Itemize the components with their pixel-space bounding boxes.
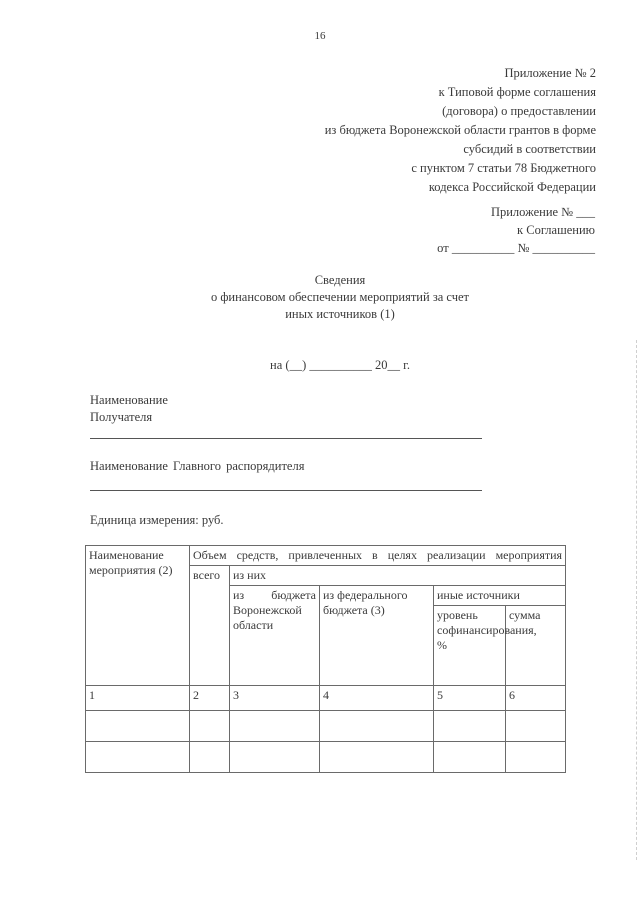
report-date-line: на (__) __________ 20__ г. xyxy=(270,358,410,372)
recipient-label xyxy=(90,392,290,426)
header-of-which: из них xyxy=(230,566,566,586)
column-numbers-row xyxy=(86,686,566,711)
table-cell[interactable] xyxy=(434,711,506,742)
column-number: 6 xyxy=(506,686,566,711)
annex-header xyxy=(295,203,595,257)
table-cell[interactable] xyxy=(86,742,190,773)
table-cell[interactable] xyxy=(506,711,566,742)
page-number: 16 xyxy=(314,30,326,42)
title-line: о финансовом обеспечении мероприятий за счет xyxy=(210,290,470,304)
recipient-label-line: Наименование xyxy=(90,393,168,407)
title-line: Сведения xyxy=(314,273,366,287)
document-title xyxy=(80,272,600,323)
table-cell[interactable] xyxy=(320,711,434,742)
table-cell[interactable] xyxy=(190,711,230,742)
annex-line: к Соглашению xyxy=(517,223,595,237)
appendix-line: (договора) о предоставлении xyxy=(442,104,596,118)
table-cell[interactable] xyxy=(190,742,230,773)
header-funds-volume: Объем средств, привлеченных в целях реализации мероприятия xyxy=(190,546,566,566)
annex-line: Приложение № ___ xyxy=(490,205,595,219)
column-number: 5 xyxy=(434,686,506,711)
table-cell[interactable] xyxy=(320,742,434,773)
appendix-line: Приложение № 2 xyxy=(504,66,596,80)
recipient-fill-line xyxy=(90,438,482,439)
unit-of-measure: Единица измерения: руб. xyxy=(90,513,224,527)
header-federal-budget: из федерального бюджета (3) xyxy=(320,586,434,686)
scan-edge-mark xyxy=(636,340,638,860)
header-other-sources: иные источники xyxy=(434,586,566,606)
column-number: 1 xyxy=(86,686,190,711)
table-header-row xyxy=(86,546,566,566)
header-event-name: Наименование мероприятия (2) xyxy=(86,546,190,686)
appendix-line: субсидий в соответствии xyxy=(463,142,596,156)
table-cell[interactable] xyxy=(86,711,190,742)
table-cell[interactable] xyxy=(434,742,506,773)
table-cell[interactable] xyxy=(230,711,320,742)
appendix-line: с пунктом 7 статьи 78 Бюджетного xyxy=(411,161,596,175)
header-total: всего xyxy=(190,566,230,686)
table-cell[interactable] xyxy=(230,742,320,773)
table-cell[interactable] xyxy=(506,742,566,773)
appendix-line: к Типовой форме соглашения xyxy=(438,85,596,99)
title-line: иных источников (1) xyxy=(285,307,395,321)
main-manager-fill-line xyxy=(90,490,482,491)
main-manager-label: Наименование Главного распорядителя xyxy=(90,459,305,473)
header-cofinancing-level: уровень софинансирования, % xyxy=(434,606,506,686)
column-number: 3 xyxy=(230,686,320,711)
recipient-label-line: Получателя xyxy=(90,410,153,424)
financing-table xyxy=(85,545,566,773)
header-sum: сумма xyxy=(506,606,566,686)
column-number: 4 xyxy=(320,686,434,711)
table-row xyxy=(86,711,566,742)
table-row xyxy=(86,742,566,773)
appendix-header xyxy=(236,64,596,197)
header-regional-budget: из бюджета Воронежской области xyxy=(230,586,320,686)
appendix-line: кодекса Российской Федерации xyxy=(428,180,596,194)
annex-line: от __________ № __________ xyxy=(437,241,595,255)
column-number: 2 xyxy=(190,686,230,711)
appendix-line: из бюджета Воронежской области грантов в форме xyxy=(324,123,596,137)
